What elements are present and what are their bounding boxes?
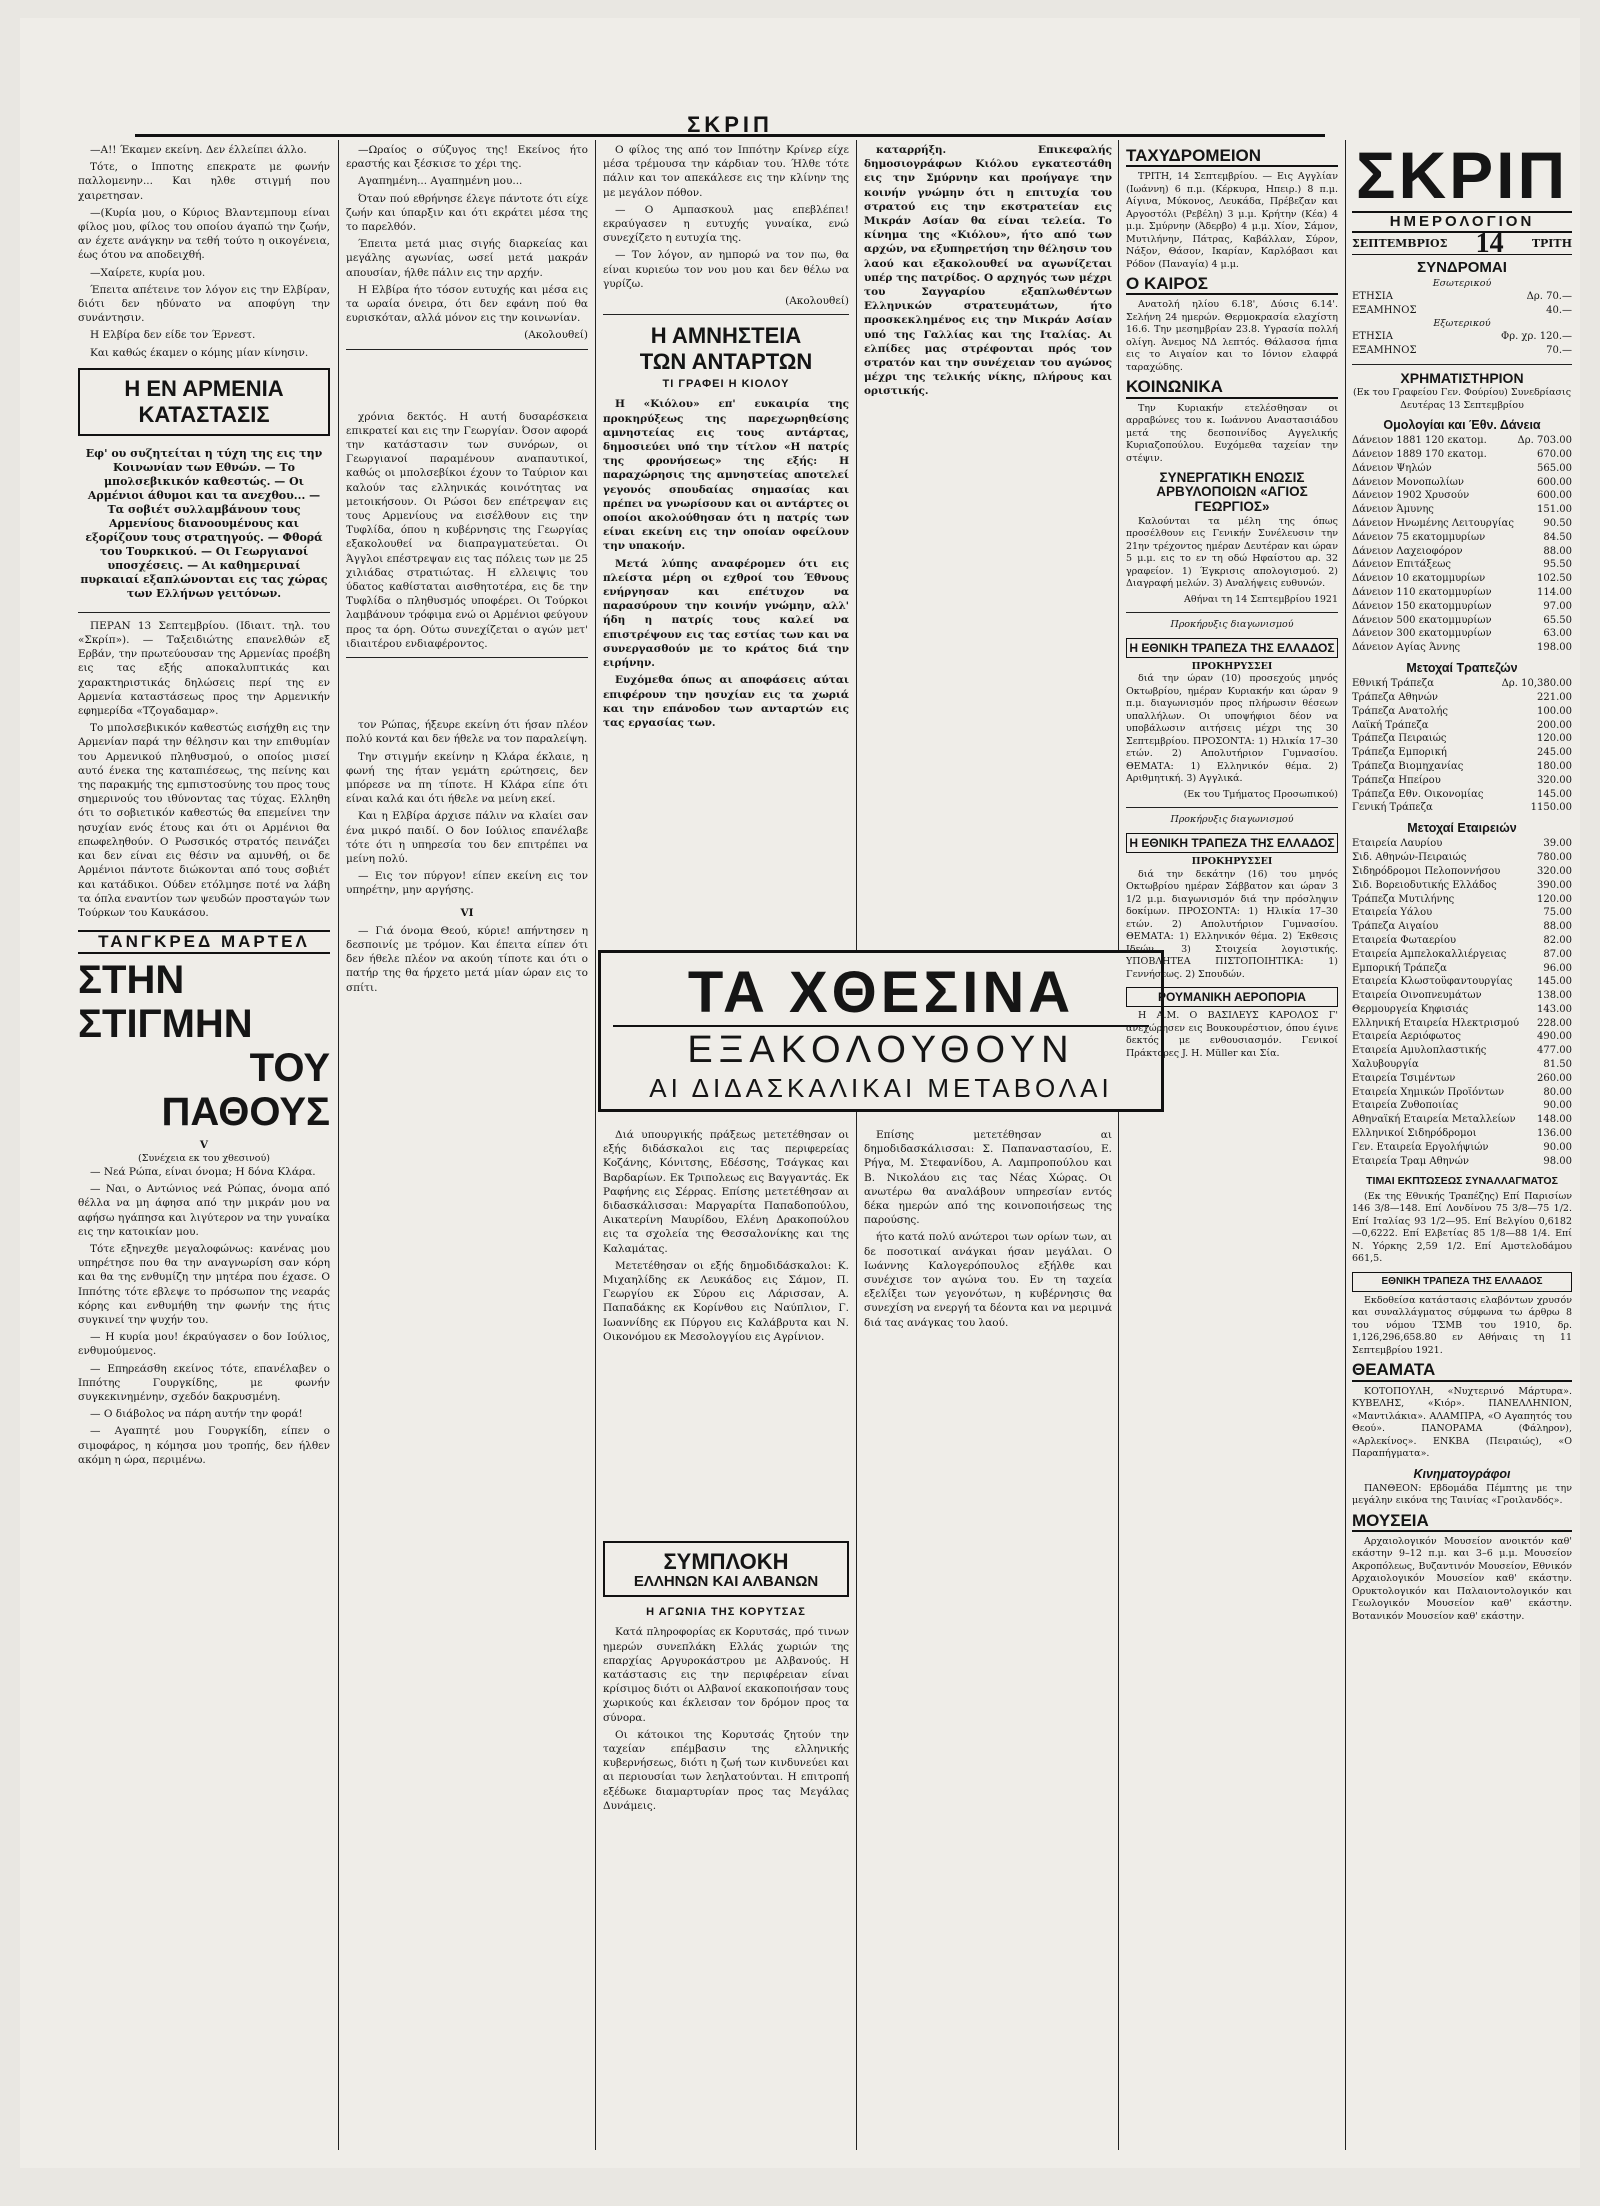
article-paragraph: Η Ελβίρα δεν είδε τον Έρνεστ. bbox=[90, 329, 256, 342]
table-row bbox=[1352, 531, 1572, 545]
novel-title-line-1: ΣΤΗΝ ΣΤΙΓΜΗΝ bbox=[78, 958, 253, 1047]
article-paragraph: ήτο κατά πολύ ανώτεροι των ορίων των, αι δε ποσοτικαί ανάγκαι ήσαν μεγάλαι. Ο Ιωάννης Καλογερόπουλος εξήλθε και συνέχισε τον αγώνα του. Εν τη ταχεία εξελίξει των γεγονότων, η κυβέρνησις θα συνεχίση να ενεργή τα δέοντα και να μεριμνά διά τας ανάγκας του λαού. bbox=[864, 1231, 1112, 1329]
table-row bbox=[1352, 1003, 1572, 1017]
row-value: 320.00 bbox=[1537, 865, 1572, 877]
museums-text: Αρχαιολογικόν Μουσείον ανοικτόν καθ' εκάστην 9–12 π.μ. και 3–6 μ.μ. Μουσείον Ακροπόλεως, Βυζαντινόν Μουσείον, Εθνικόν Αρχαιολογικόν Μουσείον καθ' εκάστην. Ορυκτολογικόν και Παλαιοντολογικόν και Γεωλογικόν Μουσείον καθ' εκάστην. Βοτανικόν Μουσείον καθ' εκάστην. bbox=[1352, 1535, 1572, 1622]
romania-heading: ΡΟΥΜΑΝΙΚΗ ΑΕΡΟΠΟΡΙΑ bbox=[1126, 987, 1338, 1007]
calendar-column bbox=[1352, 143, 1572, 2153]
table-row bbox=[1352, 788, 1572, 802]
headline-box bbox=[603, 1541, 849, 1597]
novel-author: ΤΑΝΓΚΡΕΔ ΜΑΡΤΕΛ bbox=[78, 930, 330, 954]
coop-heading: ΣΥΝΕΡΓΑΤΙΚΗ ΕΝΩΣΙΣ ΑΡΒΥΛΟΠΟΙΩΝ «ΑΓΙΟΣ ΓΕΩΡΓΙΟΣ» bbox=[1156, 470, 1308, 514]
table-row bbox=[1352, 719, 1572, 733]
novel-paragraph: — Η κυρία μου! έκραύγασεν ο δον Ιούλιος, ενθυμούμενος. bbox=[78, 1331, 330, 1358]
novel-paragraph: — Ναι, ο Αντώνιος νεά Ρώπας, όνομα από θέλλα να μη άφησα από την μικράν μου να αφήσω ηγάπησα και λιγύτερον να την γυναίκα εις την κατοικίαν μου. bbox=[78, 1183, 330, 1238]
bank-text: διά την ώραν (10) προσεχούς μηνός Οκτωβρίου, ημέραν Κυριακήν και ώραν 9 π.μ. διαγωνισμόν προς πλήρωσιν θέσεων υπαλλήλων. Οι υποψήφιοι δέον να υποβάλωσιν αιτήσεις μέχρι της 30 Σεπτεμβρίου. ΠΡΟΣΟΝΤΑ: 1) Ηλικία 17–30 ετών. 2) Απολυτήριον Γυμνασίου. ΘΕΜΑΤΑ: 1) Ελληνικόν θέμα. 2) Αριθμητική. 3) Αγγλικά. bbox=[1126, 673, 1338, 785]
article-paragraph: —Α!! Έκαμεν εκείνη. Δεν έλλείπει άλλο. bbox=[90, 144, 307, 156]
table-row bbox=[1352, 489, 1572, 503]
novel-title-line-2: ΤΟΥ ΠΑΘΟΥΣ bbox=[161, 1046, 330, 1135]
stock-exchange-heading: ΧΡΗΜΑΤΙΣΤΗΡΙΟΝ bbox=[1400, 369, 1524, 386]
table-row bbox=[1352, 1072, 1572, 1086]
row-value: 136.00 bbox=[1537, 1128, 1572, 1140]
amnesty-subheadline: ΤΙ ΓΡΑΦΕΙ Η ΚΙΟΛΟΥ bbox=[662, 378, 790, 391]
divider bbox=[346, 349, 588, 350]
subscriptions-heading: ΣΥΝΔΡΟΜΑΙ bbox=[1417, 259, 1507, 277]
bank2-text: διά την δεκάτην (16) του μηνός Οκτωβρίου ημέραν Σάββατον και ώραν 3 1/2 μ.μ. διαγωνισμόν διά την πρόσληψιν δοκίμων. ΠΡΟΣΟΝΤΑ: 1) Ηλικία 17–30 ετών. 2) Απολυτήριον Γυμνασίου. ΘΕΜΑΤΑ: 1) Ελληνικόν θέμα. 2) Έκθεσις Ιδεών. 3) Στοιχεία λογιστικής. ΥΠΟΒΛΗΤΕΑ ΠΙΣΤΟΠΟΙΗΤΙΚΑ: 1) Γεννήσεως. 2) Σπουδών. bbox=[1126, 868, 1338, 980]
row-value: 260.00 bbox=[1537, 1072, 1572, 1084]
table-row bbox=[1352, 989, 1572, 1003]
novel-paragraph: — Αγαπητέ μου Γουργκίδη, είπεν ο σιμοφάρος, η κόμησα μου τροπής, δεν ήλθεν ακόμη η ώρα, περιμένω. bbox=[78, 1425, 330, 1466]
row-label: Σιδ. Βορειοδυτικής Ελλάδος bbox=[1352, 879, 1497, 891]
table-row bbox=[1352, 1127, 1572, 1141]
row-label: Δάνειον Λαχειοφόρον bbox=[1352, 545, 1463, 557]
armenia-dateline: ΠΕΡΑΝ 13 Σεπτεμβρίου. (Ιδιαιτ. τηλ. του «Σκρίπ»). — Ταξειδιώτης επανελθών εξ Ερβάν, την πρωτεύουσαν της Αρμενίας προέβη εις τας εξής αποκαλυπτικάς και χαρακτηριστικάς δηλώσεις περί της εν Αρμενία καταστάσεως προς την Αρμενικήν εφημερίδα «Τζογαδαμαρ». bbox=[78, 619, 330, 718]
article-paragraph: Τότε, ο Ιπποτης επεκρατε με φωνήν παλλομενην... Και ηλθε στιγμή που χαιρετησαν. bbox=[78, 161, 330, 202]
post-office-heading: ΤΑΧΥΔΡΟΜΕΙΟΝ bbox=[1126, 149, 1338, 167]
table-row bbox=[1352, 448, 1572, 462]
bank-signature: (Εκ του Τμήματος Προσωπικού) bbox=[1183, 788, 1338, 800]
row-value: 320.00 bbox=[1537, 774, 1572, 786]
article-paragraph: —Ωραίος ο σύζυγος της! Εκείνος ήτο εραστής και ξέσκισε το χέρι της. bbox=[346, 144, 588, 171]
table-row bbox=[1352, 462, 1572, 476]
table-row bbox=[1352, 1017, 1572, 1031]
table-row bbox=[1352, 476, 1572, 490]
table-row bbox=[1352, 1113, 1572, 1127]
row-label: Τράπεζα Αθηνών bbox=[1352, 691, 1438, 703]
divider bbox=[346, 657, 588, 658]
divider bbox=[1352, 364, 1572, 365]
row-label: Τράπεζα Πειραιώς bbox=[1352, 733, 1447, 745]
table-row bbox=[1352, 837, 1572, 851]
bank-heading: Η ΕΘΝΙΚΗ ΤΡΑΠΕΖΑ ΤΗΣ ΕΛΛΑΔΟΣ bbox=[1126, 638, 1338, 658]
divider bbox=[1126, 807, 1338, 808]
row-label: Εταιρεία Τραμ Αθηνών bbox=[1352, 1155, 1469, 1167]
novel-paragraph: — Ο διάβολος να πάρη αυτήν την φορά! bbox=[90, 1408, 303, 1421]
row-value: 84.50 bbox=[1543, 531, 1572, 543]
column-rule bbox=[1118, 140, 1119, 2150]
row-value: 670.00 bbox=[1537, 449, 1572, 460]
row-value: 565.00 bbox=[1537, 462, 1572, 474]
article-paragraph: Έπειτα μετά μιας σιγής διαρκείας και μεγάλης αγωνίας, ωσεί μετά μακράν απουσίαν, ήλθε πάλιν εις την αρχήν. bbox=[346, 238, 588, 279]
bank-pre: Προκήρυξις διαγωνισμού bbox=[1170, 619, 1294, 631]
amnesty-headline-2: ΤΩΝ ΑΝΤΑΡΤΩΝ bbox=[639, 349, 813, 375]
column-2 bbox=[346, 143, 588, 2153]
novel-paragraph: Την στιγμήν εκείνην η Κλάρα έκλαιε, η φωνή της ήταν γεμάτη ερώτησεις, δεν μπόρεσε να πη τίποτε. Η Κλάρα είπε ότι είναι καλά και ότι ήθελε να μείνη εκεί. bbox=[346, 750, 588, 806]
row-value: 114.00 bbox=[1537, 586, 1572, 598]
armenia-headline: Η ΕΝ ΑΡΜΕΝΙΑ ΚΑΤΑΣΤΑΣΙΣ bbox=[124, 375, 284, 427]
article-paragraph: Η Ελβίρα ήτο τόσον ευτυχής και μέσα εις τα ωραία όνειρα, ότι δεν εφάνη πού θα ευρισκόταν, αλλά μόνον εις την κοινωνίαν. bbox=[346, 283, 588, 325]
banks-heading: Μετοχαί Τραπεζών bbox=[1406, 660, 1518, 675]
bank2-pre: Προκήρυξις διαγωνισμού bbox=[1170, 814, 1294, 826]
divider bbox=[1126, 612, 1338, 613]
table-row bbox=[1352, 851, 1572, 865]
row-value: 87.00 bbox=[1543, 948, 1572, 960]
row-value: 88.00 bbox=[1543, 545, 1572, 557]
row-label: Δάνειον 110 εκατομμυρίων bbox=[1352, 586, 1492, 598]
loans-heading: Ομολογίαι και Έθν. Δάνεια bbox=[1383, 418, 1541, 432]
column-rule bbox=[595, 140, 596, 2150]
table-row bbox=[1352, 586, 1572, 600]
row-value: 75.00 bbox=[1543, 907, 1572, 919]
row-value: 600.00 bbox=[1537, 476, 1572, 488]
table-row bbox=[1352, 934, 1572, 948]
novel-paragraph: — Γιά όνομα Θεού, κύριε! απήντησεν η δεσποινίς με τρόμον. Και έπειτα είπεν ότι δεν ήθελε πλέον να ακούη τίποτε και ότι ο πατήρ της θα ήρχετο μετά μίαν ώραν εις το σπίτι. bbox=[346, 924, 588, 994]
column-1 bbox=[78, 143, 330, 2153]
article-paragraph: — Ο Αμπασκουλ μας επεβλέπει! εκραύγασεν η ευτυχής γυναίκα, ενώ συνεχίζετο η ευτυχία της. bbox=[603, 203, 849, 245]
row-label: Δάνειον 300 εκατομμυρίων bbox=[1352, 628, 1492, 640]
row-label: Εταιρεία Υάλου bbox=[1352, 907, 1433, 919]
row-value: 151.00 bbox=[1537, 504, 1572, 516]
amnesty-paragraph: Ευχόμεθα όπως αι αποφάσεις αύται επιφέρουν την ησυχίαν εις τα χωριά και την επάνοδον των ανταρτών εις τας εργασίας των. bbox=[603, 674, 849, 729]
calendar-subtitle: ΗΜΕΡΟΛΟΓΙΟΝ bbox=[1352, 211, 1572, 233]
table-row bbox=[1352, 627, 1572, 641]
row-label: Αθηναϊκή Εταιρεία Μεταλλείων bbox=[1352, 1114, 1516, 1126]
price-row: ΕΤΗΣΙΑ Φρ. χρ. 120.— bbox=[1352, 331, 1572, 343]
row-label: Τράπεζα Αιγαίου bbox=[1352, 921, 1439, 933]
table-row bbox=[1352, 801, 1572, 815]
bank-notice-heading: ΕΘΝΙΚΗ ΤΡΑΠΕΖΑ ΤΗΣ ΕΛΛΑΔΟΣ bbox=[1352, 1272, 1572, 1292]
column-5 bbox=[1126, 143, 1338, 2153]
banner-body-right bbox=[864, 1128, 1112, 1518]
row-label: Ελληνική Εταιρεία Ηλεκτρισμού bbox=[1352, 1017, 1520, 1029]
row-label: Δάνειον Μονοπωλίων bbox=[1352, 476, 1465, 488]
cinemas-text: ΠΑΝΘΕΟΝ: Εβδομάδα Πέμπτης με την μεγάλην εικόνα της Ταινίας «Γροιλανδός». bbox=[1352, 1482, 1572, 1507]
masthead: ΣΚΡΙΠ bbox=[135, 116, 1325, 137]
row-label: Εμπορική Τράπεζα bbox=[1352, 962, 1447, 974]
companies-table bbox=[1352, 837, 1572, 1168]
row-value: 145.00 bbox=[1537, 976, 1572, 988]
row-label: Δάνειον 500 εκατομμυρίων bbox=[1352, 614, 1492, 626]
row-label: Εταιρεία Χημικών Προϊόντων bbox=[1352, 1086, 1505, 1098]
row-value: 120.00 bbox=[1537, 893, 1572, 905]
row-label: Τράπεζα Εθν. Οικονομίας bbox=[1352, 788, 1484, 800]
banks-table bbox=[1352, 677, 1572, 815]
calendar-date bbox=[1352, 228, 1572, 260]
table-row bbox=[1352, 641, 1572, 655]
row-label: Θερμουργεία Κηφισιάς bbox=[1352, 1003, 1469, 1015]
article-paragraph: καταρρήξη. Επικεφαλής δημοσιογράφων Κιόλου εγκατεστάθη εις την Σμύρνην και προήγαγε την κοινήν γνώμην ότι η επιτυχία του στρατού εις την εκστρατείαν εις Μικράν Ασίαν θα είναι τελεία. Το κίνημα της «Κιόλου», ήτο από των αρχών, να εξυπηρετήση την θέλησιν του λαού και εξακολουθεί να αγωνίζεται υπέρ της πατρίδος. Ο αρχηγός των μέχρι του Σαγγαρίου εξαπλωθέντων Ελληνικών στρατευμάτων, ήτο προσκεκλημένος εις την Μικράν Ασίαν υπό της Γαλλίας και της Ιταλίας. Αι ελπίδες μας στρέφονται πρός τον στρατόν και την συνέχειαν του αγώνος μέχρι της τελικής νίκης, πλήρους και οριστικής. bbox=[864, 144, 1112, 398]
table-row bbox=[1352, 558, 1572, 572]
shows-text: ΚΟΤΟΠΟΥΛΗ, «Νυχτερινό Μάρτυρα». ΚΥΒΕΛΗΣ, «Κιόρ». ΠΑΝΕΛΛΗΝΙΟΝ, «Μαντιλάκια». ΑΛΑΜΠΡΑ, «Ο Αγαπητός του Θεού». ΠΑΝΟΡΑΜΑ (Φάληρον), «Αρλεκίνος». ΕΝΚΒΑ (Πειραιώς), «Ο Παραπήγματα». bbox=[1352, 1385, 1572, 1460]
row-value: 120.00 bbox=[1537, 733, 1572, 745]
table-row bbox=[1352, 906, 1572, 920]
column-rule bbox=[338, 140, 339, 2150]
row-label: Ελληνικοί Σιδηρόδρομοι bbox=[1352, 1128, 1477, 1140]
continued-note: (Ακολουθεί) bbox=[785, 295, 849, 308]
table-row bbox=[1352, 879, 1572, 893]
row-value: 96.00 bbox=[1543, 962, 1572, 974]
symplokh-paragraph: Κατά πληροφορίας εκ Κορυτσάς, πρό τινων ημερών συνεπλάκη Ελλάς χωριών της επαρχίας Αργυροκάστρου με Αλβανούς. Η κατάστασις εις την περιφέρειαν είναι κρίσιμος διότι οι Αλβανοί εκακοποιήσαν τους χωρικούς και έκλεισαν τον δρόμον προς τα σύνορα. bbox=[603, 1626, 849, 1724]
row-value: 81.50 bbox=[1543, 1059, 1572, 1071]
table-row bbox=[1352, 545, 1572, 559]
loans-table bbox=[1352, 434, 1572, 655]
row-value: Δρ. 10,380.00 bbox=[1501, 678, 1572, 690]
row-label: Δάνειον 75 εκατομμυρίων bbox=[1352, 531, 1486, 543]
row-label: Δάνειον 150 εκατομμυρίων bbox=[1352, 600, 1492, 612]
table-row bbox=[1352, 1099, 1572, 1113]
table-row bbox=[1352, 948, 1572, 962]
row-label: Εθνική Τράπεζα bbox=[1352, 678, 1434, 690]
table-row bbox=[1352, 614, 1572, 628]
novel-paragraph: — Επηρεάσθη εκείνος τότε, επανέλαβεν ο Ιππότης Γουργκίδης, με φωνήν συγκεκινημένην, σχεδόν δακρυσμένη. bbox=[78, 1362, 330, 1404]
table-row bbox=[1352, 1086, 1572, 1100]
row-label: Γεν. Εταιρεία Εργολήψιών bbox=[1352, 1141, 1489, 1153]
headline-box bbox=[78, 368, 330, 436]
stock-exchange-note: (Εκ του Γραφείου Γεν. Φούρίου) Συνεδρίασις Δευτέρας 13 Σεπτεμβρίου bbox=[1352, 387, 1572, 411]
row-value: 80.00 bbox=[1543, 1086, 1572, 1098]
row-label: Χαλυβουργία bbox=[1352, 1059, 1419, 1071]
table-row bbox=[1352, 774, 1572, 788]
row-label: Δάνειον 1881 120 εκατομ. bbox=[1352, 435, 1487, 447]
table-row bbox=[1352, 705, 1572, 719]
row-label: Εταιρεία Κλωστοϋφαντουργίας bbox=[1352, 976, 1513, 988]
table-row bbox=[1352, 746, 1572, 760]
row-label: Δάνειον 1889 170 εκατομ. bbox=[1352, 449, 1487, 460]
table-row bbox=[1352, 434, 1572, 448]
banner-body-left bbox=[603, 1128, 849, 1518]
amnesty-paragraph: Η «Κιόλου» επ' ευκαιρία της προκηρύξεως της παρεχωρηθείσης αμνηστείας εις τους αντάρτας, δημοσιεύει υπό την τίτλον «Η πατρίς της φρονήσεως» της εξής: Η παραχώρησις της αμνηστείας αποτελεί γεγονός σπουδαίας σημασίας και πρέπει να γνωρίσουν και οι αντάρτες οι οποίοι ακολούθησαν ότι η πατρίς των είναι εκείνη εις την οποίαν οφείλουν την υπακοήν. bbox=[603, 398, 849, 553]
table-row bbox=[1352, 732, 1572, 746]
row-label: Δάνειον 1902 Χρυσούν bbox=[1352, 490, 1470, 502]
table-row bbox=[1352, 1141, 1572, 1155]
article-paragraph: Και καθώς έκαμεν ο κόμης μίαν κίνησιν. bbox=[90, 346, 309, 359]
row-label: Τράπεζα Μυτιλήνης bbox=[1352, 893, 1455, 905]
row-label: Εταιρεία Λαυρίου bbox=[1352, 838, 1443, 850]
divider bbox=[78, 612, 330, 613]
row-value: 1150.00 bbox=[1530, 802, 1572, 814]
table-row bbox=[1352, 600, 1572, 614]
table-row bbox=[1352, 1058, 1572, 1072]
calendar-title: ΣΚΡΙΠ bbox=[1355, 143, 1569, 212]
row-value: 63.00 bbox=[1543, 628, 1572, 640]
chapter-number: V bbox=[199, 1139, 209, 1152]
row-label: Σιδ. Αθηνών-Πειραιώς bbox=[1352, 852, 1467, 864]
table-row bbox=[1352, 503, 1572, 517]
armenia-body: Το μπολσεβικικόν καθεστώς εισήχθη εις την Αρμενίαν παρά την θέλησιν και την επιθυμίαν του Αρμενικού πληθυσμού, ο οποίος μισεί αυτό ένεκα της καταπιέσεως, της πείνης και της παρακμής της εμπιστοσύνης του προς τους σημερινούς του ιθύνοντας τας τύχας. Ελληθη ότι το σοβιετικόν καθεστώς θα επεμείνει την ησυχίαν ενός έτους και ότι οι Αρμένιοι θα επωφεληθούν. Ο Ρωσσικός στρατός πεινάζει και δεν είναι εις θέσιν να αμυνθή, οι δε Αρμένιοι πάντοτε διώκονται από τους σοβιέτ και κατάδικοι. Ούδεν ετόλμησε ποτέ να λάβη τα όπλα εναντίον των ψευδών προσταγών των Τούρκων του Καυκάσου. bbox=[78, 722, 330, 919]
bank-notice-text: Εκδοθείσα κατάστασις ελαβόντων χρυσόν και συναλλάγματος σύμφωνα τω άρθρω 8 του νόμου ΤΣΜΒ του 1910, δρ. 1,126,296,658.80 εν Αθήναις τη 11 Σεπτεμβρίου 1921. bbox=[1352, 1294, 1572, 1356]
banner-paragraph: Μετετέθησαν οι εξής δημοδιδάσκαλοι: Κ. Μιχαηλίδης εκ Λευκάδος εις Σάμον, Π. Γεωργίου εκ Σύρου εις Λάρισσαν, Α. Παπαδάκης εκ Κορίνθου εις Ναύπλιον, Γ. Ιωαννίδης εκ Πύργου εις Καλάβρυτα και Ν. Οικονόμου εκ Μεσολογγίου εις Αγρίνιον. bbox=[603, 1259, 849, 1343]
row-value: 39.00 bbox=[1543, 838, 1572, 850]
banner-paragraph: Επίσης μετετέθησαν αι δημοδιδασκάλισσαι: Σ. Παπαναστασίου, Ε. Ρήγα, Μ. Στεφανίδου, Α. Λαμπροπούλου και Β. Νικολάου εις τας Νέας Χώρας. Οι ανωτέρω θα αναλάβουν υπηρεσίαν εντός δέκα ημερών από της κοινοποιήσεως της παρούσης. bbox=[864, 1129, 1112, 1227]
chapter-note: (Συνέχεια εκ του χθεσινού) bbox=[138, 1152, 270, 1164]
row-value: 245.00 bbox=[1537, 747, 1572, 759]
row-value: 143.00 bbox=[1537, 1003, 1572, 1015]
romania-text: Η Α.Μ. Ο ΒΑΣΙΛΕΥΣ ΚΑΡΟΛΟΣ Γ' ανεχώρησεν εις Βουκουρέστιον, όπου έγινε δεκτός με ενθουσιασμόν. Γενικοί Πράκτορες J. H. Müller και Σία. bbox=[1126, 1010, 1338, 1059]
row-value: 90.50 bbox=[1543, 517, 1572, 529]
row-label: Τράπεζα Ανατολής bbox=[1352, 705, 1448, 717]
shows-heading: ΘΕΑΜΑΤΑ bbox=[1352, 1363, 1572, 1381]
row-label: Εταιρεία Αμυλοπλαστικής bbox=[1352, 1045, 1487, 1057]
weather-heading: Ο ΚΑΙΡΟΣ bbox=[1126, 277, 1338, 295]
row-label: Τράπεζα Βιομηχανίας bbox=[1352, 760, 1464, 772]
banner-paragraph: Διά υπουργικής πράξεως μετετέθησαν οι εξής διδάσκαλοι εις τας περιφερείας Κοζάνης, Κόνιτσης, Εδέσσης, Τσάγκας και Βαρδαρίων. Εκ Τριπολεως εις Βαγγαντάς. Εκ Ραφήνης εις Σέρρας. Επίσης μετετέθησαν αι διδασκάλισσαι: Μαργαρίτα Παπαδοπούλου, Αικατερίνη Μαυρίδου, Ελένη Δρακοπούλου εις τα σχολεία της Θεσσαλονίκης και της Καλαμάτας. bbox=[603, 1129, 849, 1255]
row-value: 198.00 bbox=[1537, 642, 1572, 654]
banner-kicker: ΑΙ ΔΙΔΑΣΚΑΛΙΚΑΙ ΜΕΤΑΒΟΛΑΙ bbox=[649, 1073, 1113, 1103]
row-value: 90.00 bbox=[1543, 1141, 1572, 1153]
row-label: Τράπεζα Ηπείρου bbox=[1352, 774, 1441, 786]
table-row bbox=[1352, 920, 1572, 934]
row-label: Δάνειον Ψηλών bbox=[1352, 462, 1432, 474]
table-row bbox=[1352, 975, 1572, 989]
table-row bbox=[1352, 893, 1572, 907]
row-value: 600.00 bbox=[1537, 490, 1572, 502]
novel-paragraph: τον Ρώπας, ήξευρε εκείνη ότι ήσαν πλέον πολύ κοντά και δεν ήθελε να τον παραλείψη. bbox=[346, 719, 588, 746]
social-text: Την Κυριακήν ετελέσθησαν οι αρραβώνες του κ. Ιωάννου Αναστασιάδου μετά της δεσποινίδος Αγγελικής Κυριαζοπούλου. Ευχόμεθα ταχείαν την στέψιν. bbox=[1126, 402, 1338, 464]
row-label: Εταιρεία Αμπελοκαλλιέργειας bbox=[1352, 948, 1507, 960]
row-value: 97.00 bbox=[1543, 600, 1572, 612]
row-label: Σιδηρόδρομοι Πελοποννήσου bbox=[1352, 865, 1501, 877]
social-heading: ΚΟΙΝΩΝΙΚΑ bbox=[1126, 380, 1338, 398]
row-value: 102.50 bbox=[1537, 573, 1572, 585]
table-row bbox=[1352, 677, 1572, 691]
armenia-continuation: χρόνια δεκτός. Η αυτή δυσαρέσκεια επικρατεί και εις την Γεωργίαν. Όσον αφορά την κατάστασιν των συνόρων, οι Γεωργιανοί παραμένουν αναπαυτικοί, καθώς οι μπολσεβίκοι έχουν το Ταύριον και καλούν τας ελληνικάς κοινότητας να μετοικήσουν. Οι Ρώσοι δεν επέτρεψαν εις τους Αρμενίους να εισέλθουν εις την Τυφλίδα, όπου η κυβέρνησις της Γεωργίας εξακολουθεί να διαπραγματεύεται. Οι Άγγλοι επέστρεψαν εις τας πόλεις των με 25 χιλιάδας στρατιώτας. Η ελλειψις του ύδατος καθίσταται αισθητοτέρα, εις δε την Τυφλίδα ο πληθυσμός υποφέρει. Οι Τούρκοι λαμβάνουν τρόφιμα ενώ οι Αρμένιοι φεύγουν προς τα όρη. Ούτω συνεχίζεται ο αγών μετ' ιδιαιτέρου ενδιαφέροντος. bbox=[346, 410, 588, 650]
exchange-heading: ΤΙΜΑΙ ΕΚΠΤΩΣΕΩΣ ΣΥΝΑΛΛΑΓΜΑΤΟΣ bbox=[1366, 1175, 1558, 1188]
museums-heading: ΜΟΥΣΕΙΑ bbox=[1352, 1514, 1572, 1532]
row-value: 200.00 bbox=[1537, 719, 1572, 731]
novel-paragraph: — Εις τον πύργον! είπεν εκείνη εις τον υπηρέτην, μην αργήσης. bbox=[346, 870, 588, 897]
table-row bbox=[1352, 1030, 1572, 1044]
table-row bbox=[1352, 691, 1572, 705]
row-label: Τράπεζα Εμπορική bbox=[1352, 747, 1447, 759]
row-value: 180.00 bbox=[1537, 760, 1572, 772]
row-label: Δάνειον 10 εκατομμυρίων bbox=[1352, 573, 1486, 585]
article-paragraph: Έπειτα απέτεινε τον λόγον εις την Ελβίραν, διότι δεν ηδύνατο να αποφύγη την συνάντησιν. bbox=[78, 283, 330, 325]
row-label: Δάνειον Αγίας Άννης bbox=[1352, 642, 1461, 654]
row-value: 780.00 bbox=[1537, 852, 1572, 864]
article-paragraph: Αγαπημένη... Αγαπημένη μου... bbox=[358, 175, 523, 188]
row-value: 490.00 bbox=[1537, 1031, 1572, 1043]
price-row: ΕΤΗΣΙΑ Δρ. 70.— bbox=[1352, 291, 1572, 303]
divider bbox=[603, 314, 849, 315]
table-row bbox=[1352, 572, 1572, 586]
article-paragraph: Ο φίλος της από τον Ιππότην Κρίνερ είχε μέσα τρέμουσα την κάρδιαν του. Ήλθε τότε πάλιν και τον απεκάλεσε εις την κλίνην της με μεγάλον πόθον. bbox=[603, 144, 849, 199]
headline-banner bbox=[598, 950, 1164, 1112]
row-label: Εταιρεία Τσιμέντων bbox=[1352, 1072, 1456, 1084]
table-row bbox=[1352, 962, 1572, 976]
novel-paragraph: Και η Ελβίρα άρχισε πάλιν να κλαίει σαν ένα μικρό παιδί. Ο δον Ιούλιος επανέλαβε τότε ότι η υπηρεσία του δεν επιτρέπει να μείνη πολύ. bbox=[346, 810, 588, 865]
row-label: Γενική Τράπεζα bbox=[1352, 802, 1433, 814]
row-label: Εταιρεία Ζυθοποιίας bbox=[1352, 1100, 1459, 1112]
column-rule bbox=[856, 140, 857, 2150]
post-office-text: ΤΡΙΤΗ, 14 Σεπτεμβρίου. — Εις Αγγλίαν (Ιωάννη) 6 π.μ. (Κέρκυρα, Ηπειρ.) 8 π.μ. Αίγινα, Μύκονος, Λευκάδα, Πρέβεζαν και Αργοστόλι (Ρεβέλη) 3 μ.μ. Κρήτην (Κέα) 4 μ.μ. Σμύρνην (Άδερβο) 4 μ.μ. Χίον, Σάμον, Μυτιλήνην, Πάτρας, Καβάλλαν, Σύρον, Νάξον, Θάσον, Ικαρίαν, Καρλόβασι και Ρόδον (Παναγία) 4 μ.μ. bbox=[1126, 171, 1338, 270]
row-value: 88.00 bbox=[1543, 921, 1572, 933]
amnesty-headline-1: Η ΑΜΝΗΣΤΕΙΑ bbox=[650, 323, 802, 349]
table-row bbox=[1352, 1044, 1572, 1058]
row-value: 138.00 bbox=[1537, 990, 1572, 1002]
row-value: 82.00 bbox=[1543, 934, 1572, 946]
novel-paragraph: Τότε εξηνεχθε μεγαλοφώνως: κανένας μου υπηρέτησε που θα την αναγνωρίση σαν κόρη και θα της ενθυμίζη την μητέρα που έχασε. Ο Ιππότης τότε εβλεψε το πρόσωπον της νεαράς κόρης και ενθυμήθη την φωνήν της ήτις συγκινεί την ψυχήν του. bbox=[78, 1243, 330, 1327]
calendar-weekday: ΤΡΙΤΗ bbox=[1531, 237, 1572, 251]
row-label: Λαϊκή Τράπεζα bbox=[1352, 719, 1429, 731]
price-row: ΕΞΑΜΗΝΟΣ 70.— bbox=[1352, 345, 1572, 356]
row-value: 90.00 bbox=[1543, 1100, 1572, 1112]
row-label: Εταιρεία Οινοπνευμάτων bbox=[1352, 990, 1482, 1002]
row-value: 148.00 bbox=[1537, 1114, 1572, 1126]
amnesty-paragraph: Μετά λύπης αναφέρομεν ότι εις πλείστα μέρη οι εχθροί του Έθνους ενήργησαν και επέτυχον να παρασύρουν την κοινήν γνώμην, αλλ' ήδη η πατρίς τους καλεί να επιστρέψουν εις τας εστίας των και να συνεργασθούν με το κράτος διά την ειρήνην. bbox=[603, 557, 849, 670]
row-value: 390.00 bbox=[1537, 879, 1572, 891]
weather-text: Ανατολή ηλίου 6.18', Δύσις 6.14'. Σελήνη 24 ημερών. Θερμοκρασία ελαχίστη 16.6. Την μεσημβρίαν 23.8. Υγρασία πολλή ολίγη. Άνεμος ΝΔ λεπτός. Θάλασσα ήπια εις το Αιγαίον και το Ιόνιον ελαφρά ταραχώδης. bbox=[1126, 299, 1338, 373]
row-label: Δάνειον Άμυνης bbox=[1352, 504, 1434, 516]
exterior-heading: Εξωτερικού bbox=[1433, 317, 1491, 329]
table-row bbox=[1352, 1155, 1572, 1169]
article-paragraph: — Τον λόγον, αν ημπορώ να τον πω, θα είναι κυριεύω τον νου μου και δεν θέλω να γυρίζω. bbox=[603, 249, 849, 290]
row-value: 65.50 bbox=[1543, 614, 1572, 626]
continued-note: (Ακολουθεί) bbox=[524, 329, 588, 342]
coop-text: Καλούνται τα μέλη της όπως προσέλθουν εις Γενικήν Συνέλευσιν την 21ην τρέχοντος ημέραν Δευτέραν και ώραν 5 μ.μ. εις το εν τη οδώ Ηφαίστου αρ. 32 γραφείον. 1) Έγκρισις απολογισμού. 2) Διαγραφή μελών. 3) Αναλήψεις ευθυνών. bbox=[1126, 515, 1338, 590]
banner-title: ΤΑ ΧΘΕΣΙΝΑ bbox=[613, 961, 1149, 1027]
article-paragraph: Όταν πού εθρήνησε έλεγε πάντοτε ότι είχε ζωήν και ύπαρξιν και ότι εκράτει μέσα της το παρελθόν. bbox=[346, 192, 588, 234]
armenia-lead: Εφ' ου συζητείται η τύχη της εις την Κοινωνίαν των Εθνών. — Το μπολσεβικικόν καθεστώς. — Οι Αρμένιοι άθυμοι και τα ανεχθου... — Τα σοβιέτ συλλαμβάνουν τους Αρμενίους διανοουμένους και εξορίζουν τους στρατηγούς. — Φθορά του Τουρκικού. — Οι Γεωργιανοί υποσχέσεις. — Αι καθημεριναί πυρκαιαί εξαπλώνονται εις τας χώρας των Ελλήνων γειτόνων. bbox=[80, 446, 328, 600]
row-label: Εταιρεία Αεριόφωτος bbox=[1352, 1031, 1461, 1043]
table-row bbox=[1352, 517, 1572, 531]
calendar-day: 14 bbox=[1475, 228, 1504, 260]
row-value: 477.00 bbox=[1537, 1045, 1572, 1057]
column-rule bbox=[1345, 140, 1346, 2150]
row-value: 221.00 bbox=[1537, 691, 1572, 703]
symplokh-article bbox=[603, 1533, 849, 2153]
interior-heading: Εσωτερικού bbox=[1432, 277, 1492, 289]
companies-heading: Μετοχαί Εταιρειών bbox=[1407, 821, 1517, 836]
cinemas-heading: Κινηματογράφοι bbox=[1413, 1466, 1511, 1481]
row-value: 98.00 bbox=[1543, 1155, 1572, 1167]
price-row: ΕΞΑΜΗΝΟΣ 40.— bbox=[1352, 304, 1572, 316]
row-label: Εταιρεία Φωταερίου bbox=[1352, 934, 1457, 946]
row-label: Δάνειον Ηνωμένης Λειτουργίας bbox=[1352, 517, 1515, 529]
calendar-month: ΣΕΠΤΕΜΒΡΙΟΣ bbox=[1352, 237, 1448, 251]
newspaper-page bbox=[20, 18, 1580, 2168]
symplokh-headline-2: ΕΛΛΗΝΩΝ ΚΑΙ ΑΛΒΑΝΩΝ bbox=[633, 1573, 819, 1590]
bank-sub: ΠΡΟΚΗΡΥΣΣΕΙ bbox=[1191, 660, 1273, 672]
row-value: 228.00 bbox=[1537, 1017, 1572, 1029]
bank2-sub: ΠΡΟΚΗΡΥΣΣΕΙ bbox=[1191, 856, 1273, 868]
row-value: Δρ. 703.00 bbox=[1517, 435, 1572, 447]
coop-signature: Αθήναι τη 14 Σεπτεμβρίου 1921 bbox=[1183, 593, 1338, 605]
symplokh-headline-1: ΣΥΜΠΛΟΚΗ bbox=[663, 1549, 789, 1574]
table-row bbox=[1352, 865, 1572, 879]
article-paragraph: —Χαίρετε, κυρία μου. bbox=[90, 266, 206, 279]
row-value: 95.50 bbox=[1543, 559, 1572, 571]
banner-subtitle: ΕΞΑΚΟΛΟΥΘΟΥΝ bbox=[687, 1029, 1075, 1071]
bank2-heading: Η ΕΘΝΙΚΗ ΤΡΑΠΕΖΑ ΤΗΣ ΕΛΛΑΔΟΣ bbox=[1126, 833, 1338, 853]
row-value: 100.00 bbox=[1537, 705, 1572, 717]
symplokh-subheadline: Η ΑΓΩΝΙΑ ΤΗΣ ΚΟΡΥΤΣΑΣ bbox=[646, 1606, 806, 1619]
row-value: 145.00 bbox=[1537, 788, 1572, 800]
row-label: Δάνειον Επιτάξεως bbox=[1352, 559, 1451, 571]
table-row bbox=[1352, 760, 1572, 774]
symplokh-paragraph: Οι κάτοικοι της Κορυτσάς ζητούν την ταχείαν επέμβασιν της ελληνικής κυβερνήσεως, διότι η ζωή των κινδυνεύει και αι περιουσίαι των λεηλατούνται. Η επιτροπή εξέδωκε διαμαρτυρίαν προς τας Μεγάλας Δυνάμεις. bbox=[603, 1728, 849, 1812]
article-paragraph: —(Κυρία μου, ο Κύριος Βλαντεμπουμ είναι φίλος μου, φίλος του οποίου άγαπώ την ζωήν, αν έχετε ανάγκην να τεθή τούτο η οικογένεια, έως ότου να αποδειχθή. bbox=[78, 206, 330, 262]
exchange-text: (Εκ της Εθνικής Τραπέζης) Επί Παρισίων 146 3/8—148. Επί Λονδίνου 75 3/8—75 1/2. Επί Ιταλίας 93 1/2—95. Επί Βελγίου 0,6182—0,6222. Επί Ελβετίας 85 1/8—88 1/4. Επί Ν. Υόρκης 2,59 1/2. Επί Αμστελοδάμου 661,5. bbox=[1352, 1190, 1572, 1265]
chapter-number: VI bbox=[460, 906, 474, 919]
novel-paragraph: — Νεά Ρώπα, είναι όνομα; Η δόνα Κλάρα. bbox=[90, 1166, 316, 1179]
